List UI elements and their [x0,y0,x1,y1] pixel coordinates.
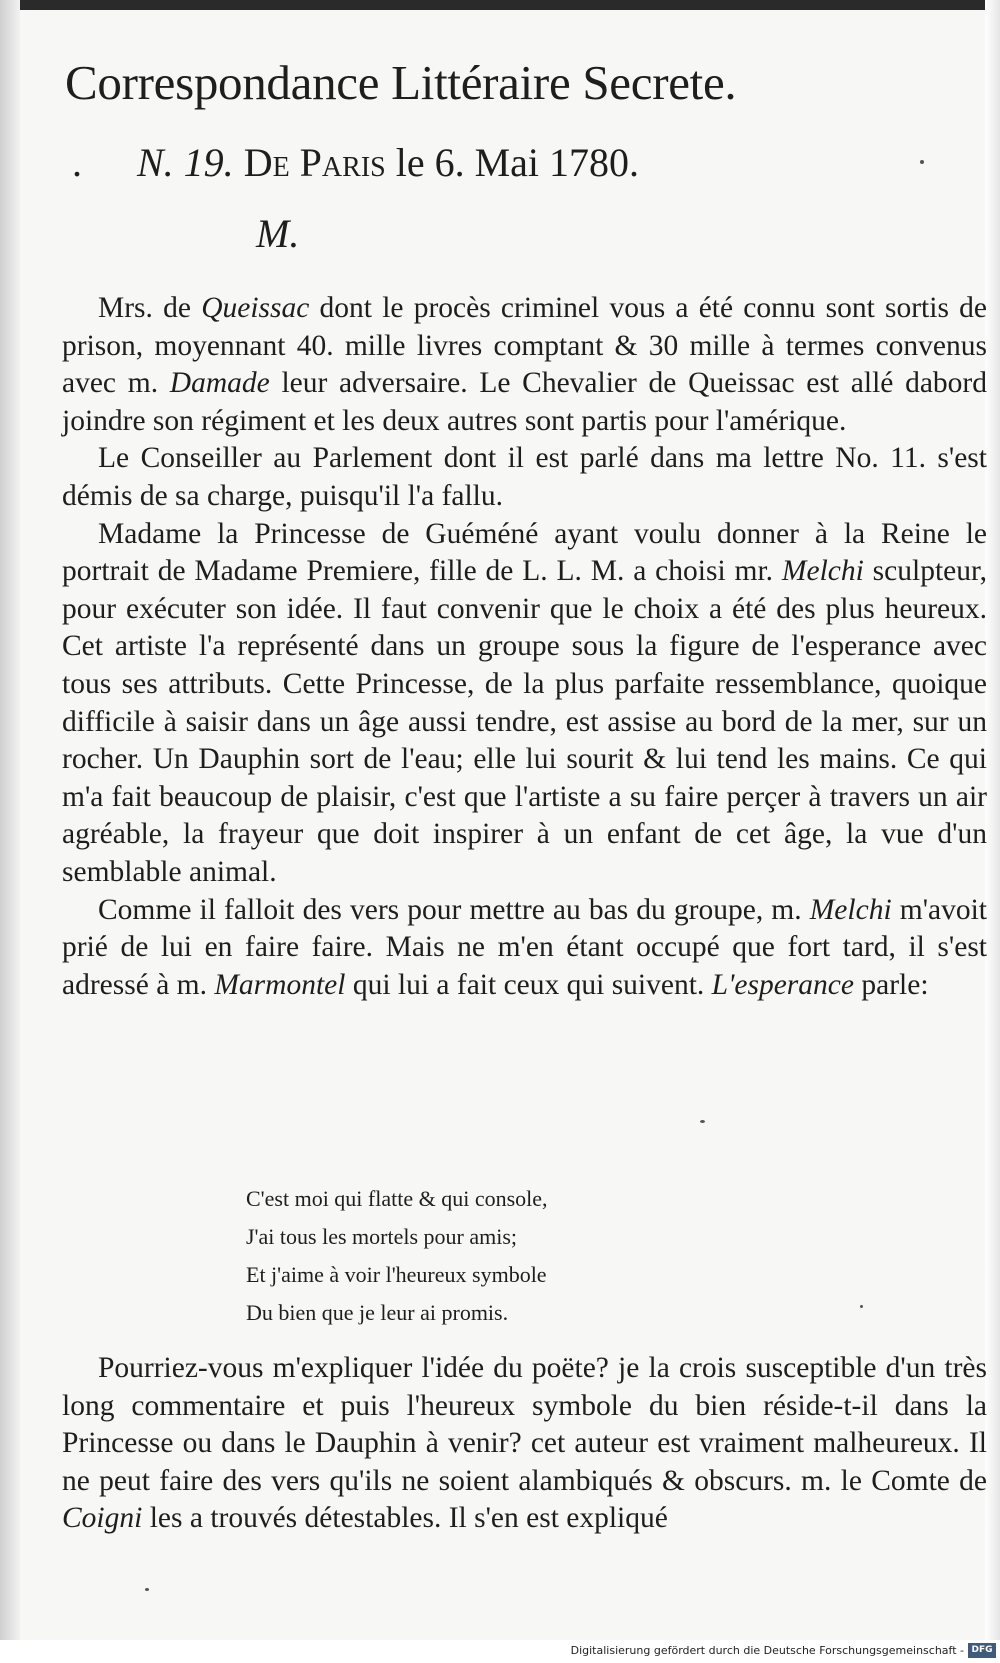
text-run: Comme il falloit des vers pour mettre au bas du groupe, m. [98,893,810,926]
issue-prefix: . [72,140,82,185]
text-run: Le Conseiller au Parlement dont il est parlé dans ma lettre No. 11. s'est démis de sa charge, puisqu'il l'a fallu. [62,442,987,512]
issue-number: N. 19. [137,140,234,185]
issue-date: le 6. Mai 1780. [395,140,640,185]
verse-line: Et j'aime à voir l'heureux symbole [246,1262,547,1287]
dfg-logo: DFG [968,1643,996,1658]
ink-speck [145,1588,149,1591]
paragraph [62,290,987,440]
italic-run: Coigni [62,1502,143,1535]
text-run: Pourriez-vous m'expliquer l'idée du poëte? je la crois susceptible d'un très long commentaire et puis l'heureux symbole du bien réside-t-il dans la Princesse ou dans le Dauphin à venir? cet auteur est vraiment malheureux. Il ne peut faire des vers qu'ils ne soient alambiqués & obscurs. m. le Comte de [62,1352,987,1497]
footer-credit: Digitalisierung gefördert durch die Deutsche Forschungsgemeinschaft - [570,1644,964,1657]
letter-body [62,290,987,1004]
text-run: les a trouvés détestables. Il s'en est expliqué [142,1502,668,1535]
text-run: leur adversaire. Le Chevalier de Queissac est allé dabord joindre son régiment et les deux autres sont partis pour l'amérique. [62,367,987,437]
document-title: Correspondance Littéraire Secrete. [65,55,737,110]
italic-run: Marmontel [214,968,346,1001]
text-run: sculpteur, pour exécuter son idée. Il faut convenir que le choix a été des plus heureux. Cet artiste l'a représenté dans un groupe sous la figure de l'esperance avec tous ses attributs. Cette Princesse, de la plus parfaite ressemblance, quoique difficile à saisir dans un âge aussi tendre, est assise au bord de la mer, sur un rocher. Un Dauphin sort de l'eau; elle lui sourit & lui tend les mains. Ce qui m'a fait beaucoup de plaisir, c'est que l'artiste a su faire perçer à travers un air agréable, la frayeur que doit inspirer à un enfant de cet âge, la vue d'un semblable animal. [62,555,988,888]
italic-run: Damade [169,367,270,400]
issue-place: De Paris [243,140,386,185]
scan-top-edge [0,0,1000,10]
digitization-footer [0,1640,1000,1663]
salutation: M. [256,211,300,256]
verse-line: J'ai tous les mortels pour amis; [246,1224,517,1249]
paragraph [62,440,987,515]
italic-run: Queissac [201,292,310,324]
scan-right-edge [985,0,1000,1640]
letter-body-continued [62,1350,987,1538]
text-run: Mrs. de [98,292,202,324]
paragraph [62,892,987,1005]
ink-speck [920,160,924,164]
italic-run: L'esperance [711,968,854,1001]
text-run: qui lui a fait ceux qui suivent. [345,968,712,1001]
ink-speck [700,1120,705,1123]
document-page [20,10,988,1640]
paragraph [62,1350,987,1538]
verse-line: C'est moi qui flatte & qui console, [246,1186,548,1211]
italic-run: Melchi [781,555,864,588]
issue-line [72,140,922,185]
paragraph [62,516,987,892]
text-run: m'avoit prié de lui en faire faire. Mais ne m'en étant occupé que fort tard, il s'est adressé à m. [62,893,987,1001]
scan-left-edge [0,0,20,1640]
verse-line: Du bien que je leur ai promis. [246,1300,509,1325]
verse-block [246,1180,846,1332]
ink-speck [860,1305,863,1308]
italic-run: Melchi [809,893,892,926]
text-run: dont le procès criminel vous a été connu sont sortis de prison, moyennant 40. mille livres comptant & 30 mille à termes convenus avec m. [62,292,987,400]
text-run: parle: [853,968,929,1001]
text-run: Madame la Princesse de Guéméné ayant voulu donner à la Reine le portrait de Madame Premiere, fille de L. L. M. a choisi mr. [62,517,987,588]
